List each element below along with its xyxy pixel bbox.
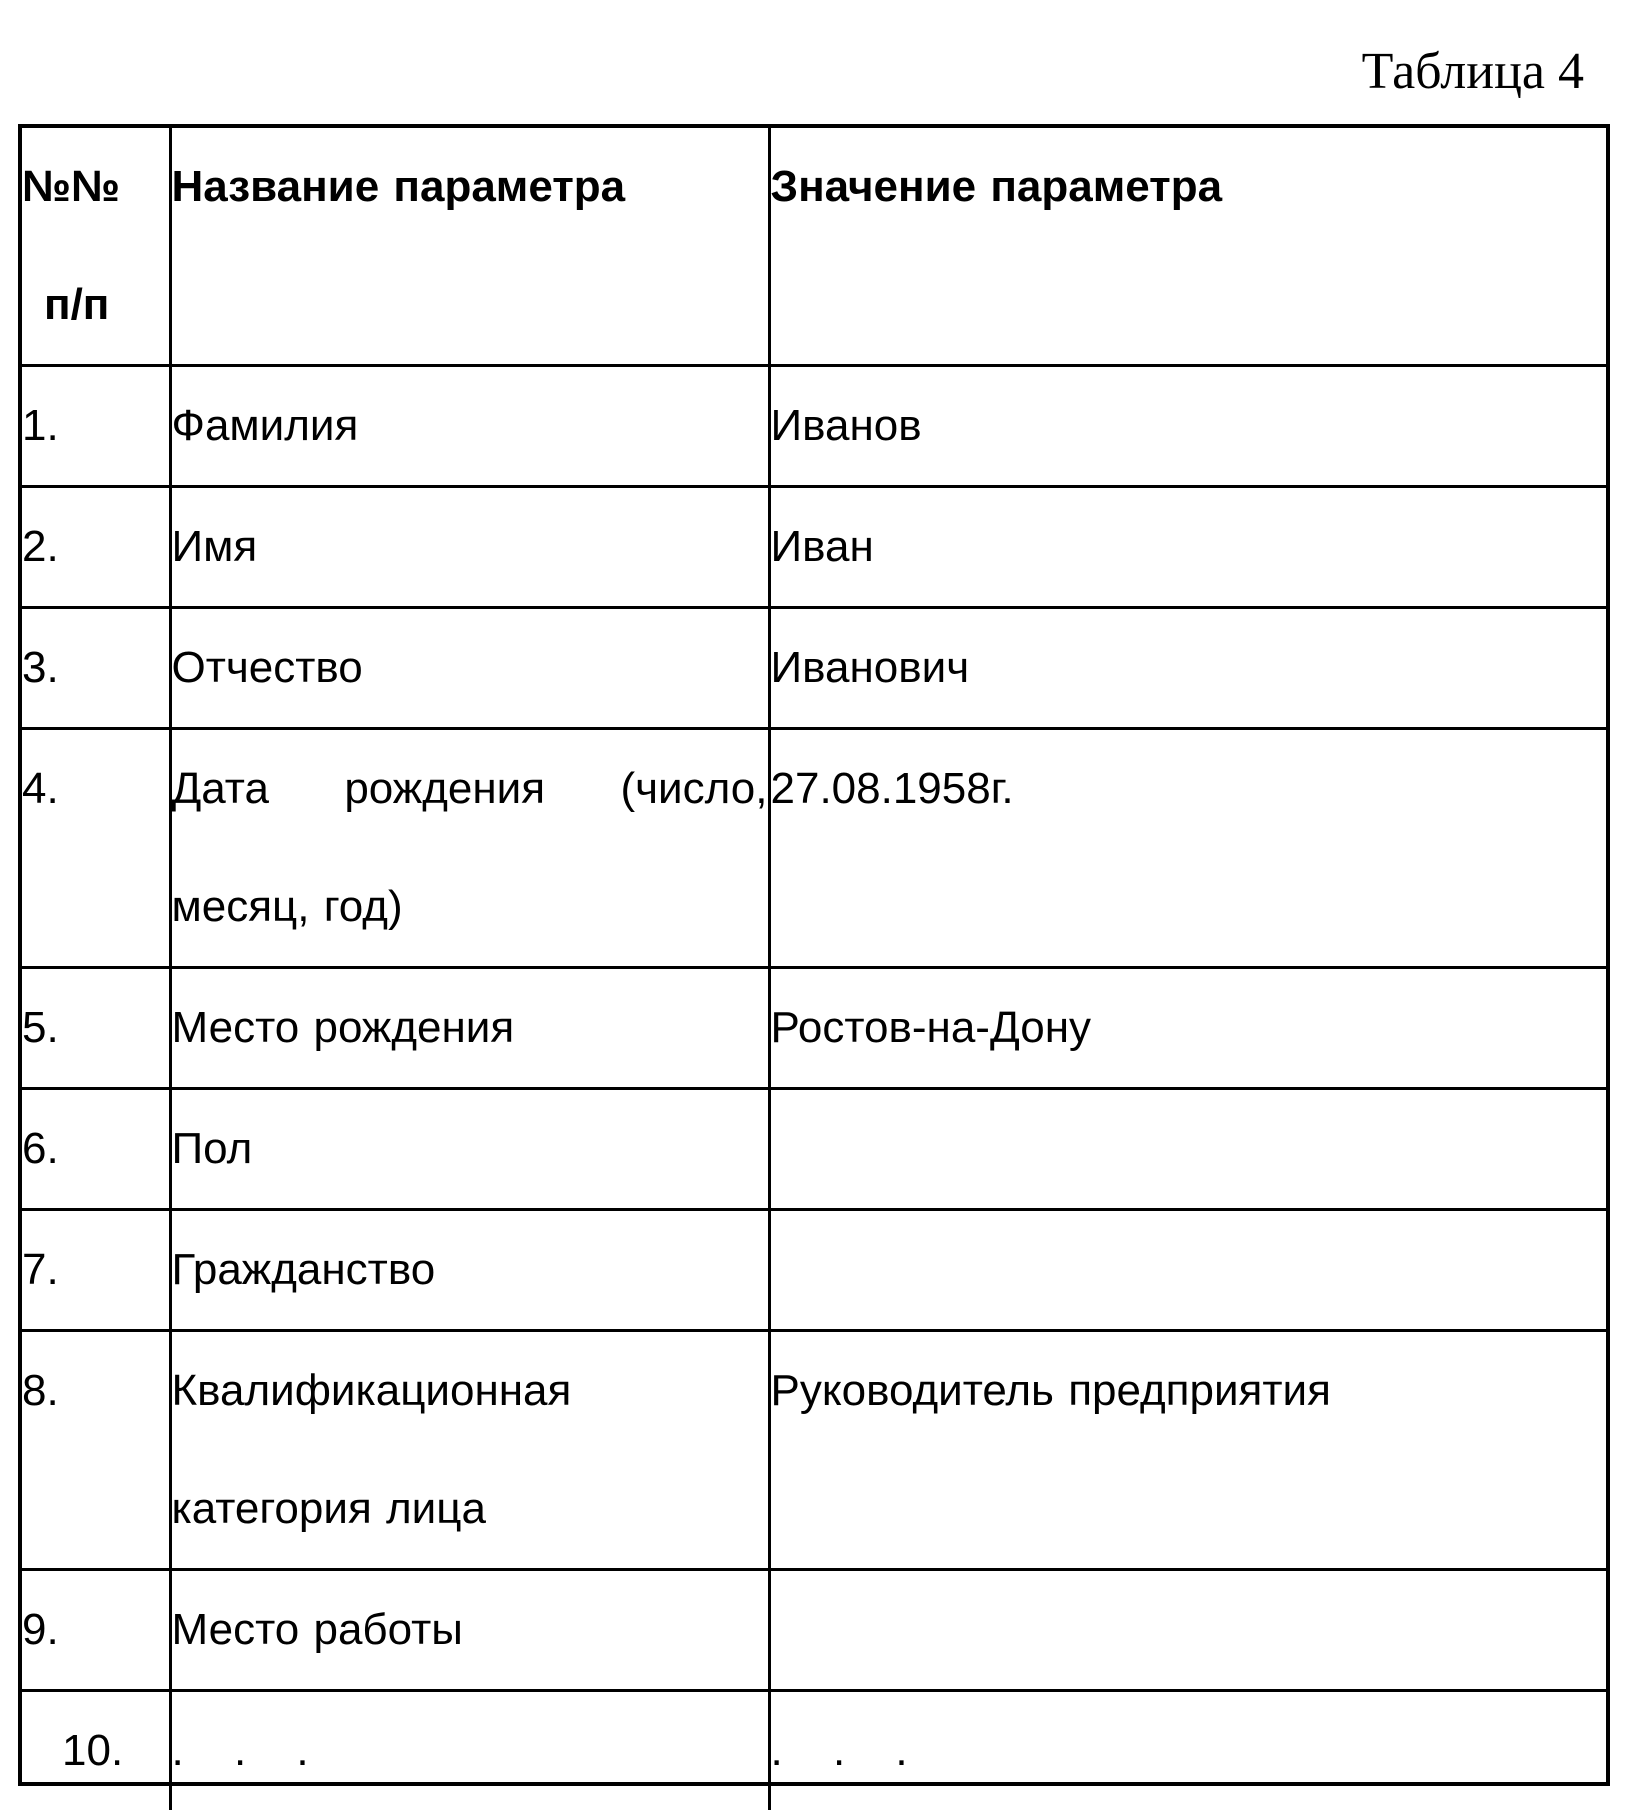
row-number: 7. — [22, 1210, 170, 1331]
table-row — [22, 729, 1606, 968]
table-row — [22, 487, 1606, 608]
table-caption: Таблица 4 — [1362, 42, 1584, 102]
parameter-value: Иван — [769, 487, 1606, 608]
table-row — [22, 968, 1606, 1089]
parameter-name: Место работы — [170, 1570, 769, 1691]
parameter-name: Квалификационная категория лица — [170, 1331, 769, 1570]
parameter-value: . . . — [769, 1691, 1606, 1810]
row-number: 8. — [22, 1331, 170, 1570]
table-header-row — [22, 128, 1606, 366]
row-number: 2. — [22, 487, 170, 608]
parameter-name: Гражданство — [170, 1210, 769, 1331]
table-row — [22, 1210, 1606, 1331]
table-row — [22, 608, 1606, 729]
header-number-line2: п/п — [22, 246, 169, 364]
parameter-name: Пол — [170, 1089, 769, 1210]
parameter-name: Фамилия — [170, 366, 769, 487]
row-number: 4. — [22, 729, 170, 968]
row-number: 6. — [22, 1089, 170, 1210]
table-row — [22, 1331, 1606, 1570]
table-row — [22, 1691, 1606, 1810]
parameter-name: Имя — [170, 487, 769, 608]
parameter-value — [769, 1210, 1606, 1331]
parameter-value: Иванов — [769, 366, 1606, 487]
parameter-value — [769, 1570, 1606, 1691]
parameter-name: Отчество — [170, 608, 769, 729]
row-number: 9. — [22, 1570, 170, 1691]
row-number: 5. — [22, 968, 170, 1089]
table-row — [22, 366, 1606, 487]
row-number: 10. — [22, 1691, 170, 1810]
table-row — [22, 1570, 1606, 1691]
parameter-name: Место рождения — [170, 968, 769, 1089]
header-number — [22, 128, 170, 366]
parameter-value — [769, 1089, 1606, 1210]
parameter-value: 27.08.1958г. — [769, 729, 1606, 968]
row-number: 1. — [22, 366, 170, 487]
parameter-name: Дата рождения (число, месяц, год) — [170, 729, 769, 968]
parameter-value: Иванович — [769, 608, 1606, 729]
parameter-name: . . . — [170, 1691, 769, 1810]
parameters-table — [22, 128, 1606, 1810]
header-parameter-value: Значение параметра — [769, 128, 1606, 366]
header-number-line1: №№ — [22, 128, 169, 246]
row-number: 3. — [22, 608, 170, 729]
table-row — [22, 1089, 1606, 1210]
parameters-table-frame — [18, 124, 1610, 1786]
parameter-value: Руководитель предприятия — [769, 1331, 1606, 1570]
header-parameter-name: Название параметра — [170, 128, 769, 366]
parameter-value: Ростов-на-Дону — [769, 968, 1606, 1089]
